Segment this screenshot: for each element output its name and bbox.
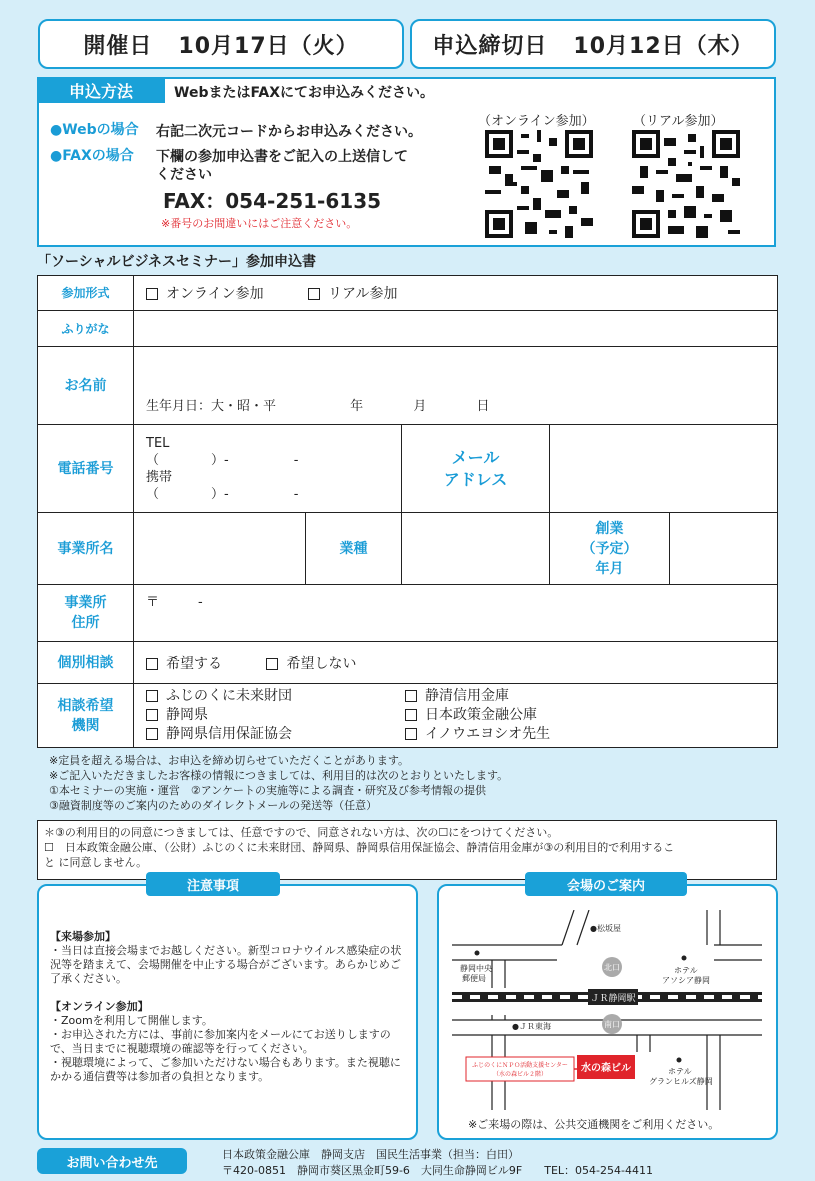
map-footnote: ※ご来場の際は、公共交通機関をご利用ください。: [468, 1118, 720, 1131]
contact-line-2: 〒420-0851 静岡市葵区黒金町59-6 大同生命静岡ビル9F TEL：054-254-4411: [222, 1164, 653, 1177]
deadline-box: [410, 19, 776, 69]
consult-no-checkbox[interactable]: [266, 658, 278, 670]
tel-format: （ ）- -: [146, 452, 299, 468]
org-option[interactable]: [146, 687, 405, 706]
industry-input[interactable]: [402, 513, 550, 585]
fax-note: ※番号のお間違いにはご注意ください。: [161, 217, 358, 230]
contact-tag: お問い合わせ先: [37, 1148, 187, 1174]
consult-no: 希望しない: [286, 655, 357, 672]
online-line: ・Zoomを利用して開催します。: [50, 1014, 213, 1027]
consent-line-3: と に同意しません。: [44, 856, 148, 869]
mail-input[interactable]: [550, 425, 778, 513]
mail-label: [402, 425, 550, 513]
fax-number: FAX：054-251-6135: [163, 189, 382, 213]
org-checkbox[interactable]: [146, 709, 158, 721]
org-name: 静岡県信用保証協会: [166, 726, 292, 742]
format-label: 参加形式: [38, 276, 134, 311]
online-checkbox[interactable]: [146, 288, 158, 300]
founded-1: 創業: [595, 520, 624, 537]
note-line: ①本セミナーの実施・運営 ②アンケートの実施等による調査・研究及び参考情報の提供: [49, 784, 487, 797]
hotel-grand-2: グランヒルズ静岡: [649, 1077, 713, 1086]
org-options: [134, 684, 778, 748]
org-label: [38, 684, 134, 748]
org-label-1: 相談希望: [57, 697, 114, 714]
org-option[interactable]: [405, 687, 550, 706]
event-date: 10月17日（火）: [178, 33, 359, 59]
hotel-associa-2: アソシア静岡: [662, 976, 710, 985]
note-line: ※定員を超える場合は、お申込を締め切らせていただくことがあります。: [49, 754, 410, 767]
venue-center-1: ふじのくにＮＰＯ活動支援センター: [472, 1062, 568, 1069]
org-name: 日本政策金融公庫: [425, 707, 537, 723]
consult-options: [134, 642, 778, 684]
event-date-label: 開催日: [83, 33, 153, 59]
fax-text-2: ください: [156, 167, 212, 183]
post-office-1: 静岡中央: [460, 964, 492, 973]
qr-code-real[interactable]: [632, 130, 740, 238]
org-option[interactable]: [405, 725, 550, 744]
consult-yes-checkbox[interactable]: [146, 658, 158, 670]
industry-label: 業種: [306, 513, 402, 585]
birth-year: 年: [350, 399, 364, 414]
note-line: ③融資制度等のご案内のためのダイレクトメールの発送等（任意）: [49, 799, 378, 812]
mobile-format: （ ）- -: [146, 486, 299, 502]
org-checkbox[interactable]: [405, 728, 417, 740]
org-checkbox[interactable]: [146, 690, 158, 702]
founded-3: 年月: [595, 560, 624, 577]
jr-tokai: ●ＪＲ東海: [512, 1022, 551, 1031]
org-checkbox[interactable]: [146, 728, 158, 740]
online-option: オンライン参加: [166, 286, 264, 302]
org-option[interactable]: [146, 725, 405, 744]
org-option[interactable]: [146, 706, 405, 725]
venue-building: 水の森ビル: [581, 1063, 631, 1074]
venue-map: [452, 910, 762, 1110]
qr-real-caption: （リアル参加）: [633, 114, 724, 129]
online-line: ・視聴環境によって、ご参加いただけない場合もあります。また視聴にかかる通信費等は参加者の負担となります。: [50, 1056, 401, 1083]
application-form: [37, 275, 778, 748]
fax-text-1: 下欄の参加申込書をご記入の上送信して: [156, 149, 408, 165]
venue-title: 【来場参加】: [50, 930, 116, 943]
address-label-1: 事業所: [64, 595, 107, 611]
name-label: お名前: [38, 347, 134, 425]
web-text: 右記二次元コードからお申込みください。: [156, 124, 422, 140]
postal-code: 〒 -: [146, 595, 203, 610]
mail-label-2: アドレス: [443, 469, 508, 489]
consent-line-1: ＊③の利用目的の同意につきましては、任意ですので、同意されない方は、次の☐にをつけてください。: [44, 826, 559, 839]
address-label-2: 住所: [71, 615, 100, 631]
note-line: ※ご記入いただきましたお客様の情報につきましては、利用目的は次のとおりといたします。: [49, 769, 509, 782]
org-name: 静岡県: [166, 707, 208, 723]
mobile-label: 携帯: [146, 469, 173, 485]
org-name: ふじのくに未来財団: [166, 688, 292, 704]
phone-input[interactable]: [134, 425, 402, 513]
org-option[interactable]: [405, 706, 550, 725]
tel-label: TEL: [146, 435, 170, 451]
online-title: 【オンライン参加】: [50, 1000, 149, 1013]
deadline: 10月12日（木）: [573, 33, 754, 59]
map-tag: 会場のご案内: [525, 872, 687, 896]
org-checkbox[interactable]: [405, 690, 417, 702]
consent-box: [37, 820, 777, 880]
consult-label: 個別相談: [38, 642, 134, 684]
contact-line-1: 日本政策金融公庫 静岡支店 国民生活事業（担当：白田）: [222, 1148, 519, 1161]
format-options: [134, 276, 778, 311]
hotel-grand-1: ホテル: [668, 1067, 692, 1076]
fax-label: ●FAXの場合: [50, 148, 134, 164]
venue-center-2: （水の森ビル２階）: [492, 1071, 548, 1078]
north-exit: 北口: [604, 963, 620, 972]
furigana-input[interactable]: [134, 311, 778, 347]
founded-label: [550, 513, 670, 585]
qr-code-online[interactable]: [485, 130, 593, 238]
post-office-2: 郵便局: [462, 974, 486, 983]
caution-tag: 注意事項: [146, 872, 280, 896]
form-title: 「ソーシャルビジネスセミナー」参加申込書: [37, 254, 317, 270]
org-name: 静清信用金庫: [425, 688, 509, 704]
furigana-label: ふりがな: [38, 311, 134, 347]
online-line: ・お申込された方には、事前に参加案内をメールにてお送りしますので、当日までに視聴環境の確認等を行ってください。: [50, 1028, 391, 1055]
event-date-box: [38, 19, 404, 69]
venue-text: ・当日は直接会場までお越しください。新型コロナウイルス感染症の状況等を踏まえて、会場開催を中止する場合がございます。あらかじめご了承ください。: [50, 944, 402, 985]
apply-lead: WebまたはFAXにてお申込みください。: [174, 85, 435, 101]
name-input[interactable]: [134, 347, 778, 425]
real-option: リアル参加: [328, 286, 398, 302]
caution-content: [50, 930, 406, 1084]
org-name: イノウエヨシオ先生: [425, 726, 551, 742]
consent-line-2[interactable]: ☐ 日本政策金融公庫、（公財）ふじのくに未来財団、静岡県、静岡県信用保証協会、静清信用金庫が③の利用目的で利用するこ: [44, 841, 675, 854]
qr-online-caption: （オンライン参加）: [478, 114, 595, 129]
birth-day: 日: [476, 399, 490, 414]
matsuzakaya: ●松坂屋: [590, 924, 621, 933]
business-input[interactable]: [134, 513, 306, 585]
station-label: ＪＲ静岡駅: [590, 994, 636, 1004]
notes: [49, 753, 508, 813]
deadline-label: 申込締切日: [432, 33, 548, 59]
birth-month: 月: [413, 399, 427, 414]
org-checkbox[interactable]: [405, 709, 417, 721]
mail-label-1: メール: [451, 447, 500, 467]
consult-yes: 希望する: [166, 655, 222, 672]
hotel-associa-1: ホテル: [674, 966, 698, 975]
founded-input[interactable]: [670, 513, 778, 585]
address-input[interactable]: [134, 585, 778, 642]
business-label: 事業所名: [38, 513, 134, 585]
real-checkbox[interactable]: [308, 288, 320, 300]
founded-2: （予定）: [581, 540, 638, 557]
birth-prefix: 生年月日：大・昭・平: [146, 399, 277, 414]
web-label: ●Webの場合: [50, 122, 139, 138]
apply-tag: 申込方法: [37, 77, 165, 103]
address-label: [38, 585, 134, 642]
phone-label: 電話番号: [38, 425, 134, 513]
south-exit: 南口: [604, 1020, 620, 1029]
org-label-2: 機関: [71, 717, 100, 734]
